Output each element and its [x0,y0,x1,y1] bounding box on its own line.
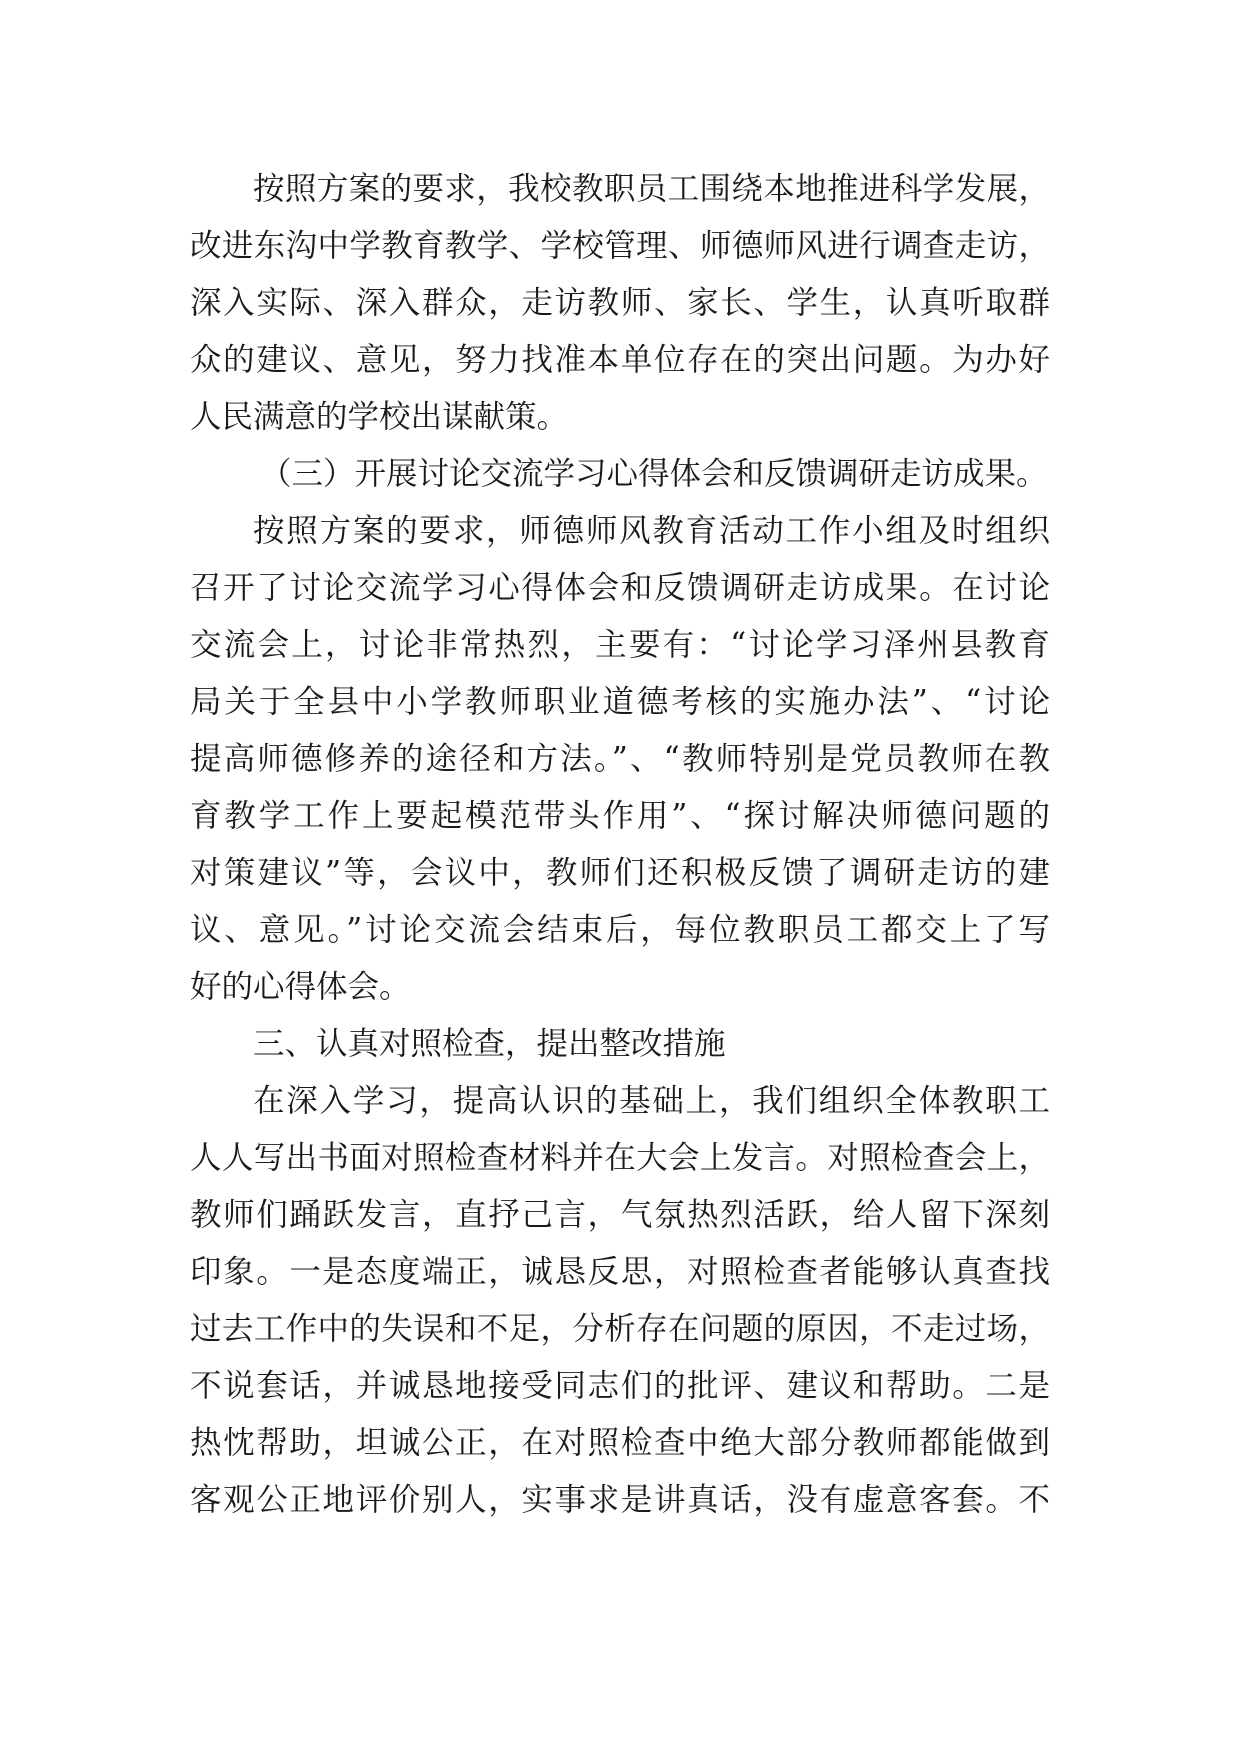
text-line: 人人写出书面对照检查材料并在大会上发言。对照检查会上， [190,1140,1050,1176]
text-line: 好的心得体会。 [190,969,411,1005]
paragraph-survey [190,161,1050,446]
text-line: 改进东沟中学教育教学、学校管理、师德师风进行调查走访， [190,228,1050,264]
text-line: 交流会上，讨论非常热烈，主要有：“讨论学习泽州县教育 [190,627,1050,663]
text-line: 人民满意的学校出谋献策。 [190,399,569,435]
text-line: 过去工作中的失误和不足，分析存在问题的原因，不走过场， [190,1311,1050,1347]
text-line: 热忱帮助，坦诚公正，在对照检查中绝大部分教师都能做到 [190,1425,1050,1461]
text-line: 印象。一是态度端正，诚恳反思，对照检查者能够认真查找 [190,1254,1050,1290]
text-line: 按照方案的要求，我校教职员工围绕本地推进科学发展， [253,171,1050,207]
text-line: 教师们踊跃发言，直抒己言，气氛热烈活跃，给人留下深刻 [190,1197,1050,1233]
text-line: 在深入学习，提高认识的基础上，我们组织全体教职工 [253,1083,1050,1119]
text-line: 召开了讨论交流学习心得体会和反馈调研走访成果。在讨论 [190,570,1050,606]
text-line: 育教学工作上要起模范带头作用”、“探讨解决师德问题的 [190,798,1050,834]
section-subheading: （三）开展讨论交流学习心得体会和反馈调研走访成果。 [260,456,1048,492]
text-line: 对策建议”等，会议中，教师们还积极反馈了调研走访的建 [190,855,1050,891]
paragraph-self-check [190,1073,1050,1529]
text-line: 客观公正地评价别人，实事求是讲真话，没有虚意客套。不 [190,1482,1050,1518]
text-line: 提高师德修养的途径和方法。”、“教师特别是党员教师在教 [190,741,1050,777]
section-heading-block [190,1016,1050,1073]
text-line: 议、意见。”讨论交流会结束后，每位教职员工都交上了写 [190,912,1050,948]
document-body [190,161,1050,1529]
text-line: 众的建议、意见，努力找准本单位存在的突出问题。为办好 [190,342,1050,378]
section-heading: 三、认真对照检查，提出整改措施 [253,1026,726,1062]
text-line: 局关于全县中小学教师职业道德考核的实施办法”、“讨论 [190,684,1050,720]
paragraph-discussion [190,503,1050,1016]
text-line: 深入实际、深入群众，走访教师、家长、学生，认真听取群 [190,285,1050,321]
text-line: 不说套话，并诚恳地接受同志们的批评、建议和帮助。二是 [190,1368,1050,1404]
subheading-discussion [190,446,1050,503]
text-line: 按照方案的要求，师德师风教育活动工作小组及时组织 [253,513,1050,549]
